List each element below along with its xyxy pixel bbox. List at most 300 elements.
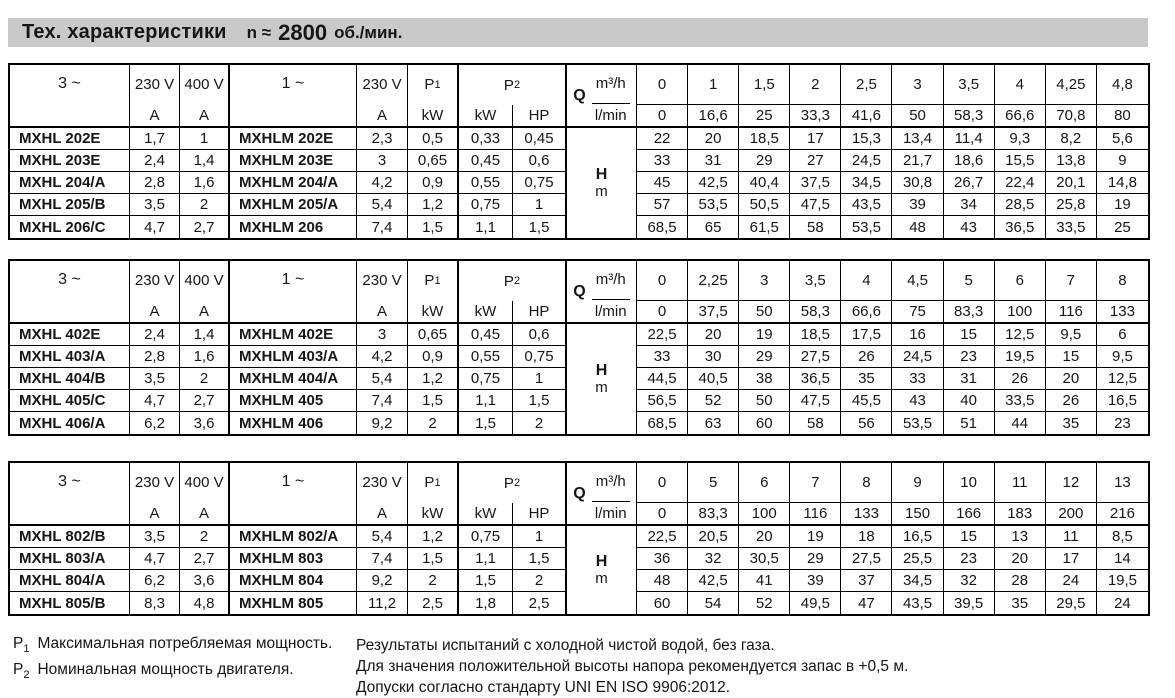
amp-230v-cell (130, 172, 180, 194)
p2-hp-cell (513, 172, 567, 194)
h-value-cell (688, 412, 739, 434)
q-m3h-value-text: 4,8 (1112, 76, 1133, 93)
p2-hp-value: 1 (534, 370, 544, 387)
h-value: 50 (755, 392, 773, 409)
h-value: 26,7 (954, 174, 984, 191)
q-lmin-value (841, 503, 892, 526)
q-lmin-value-text: 116 (803, 505, 828, 522)
model-1ph-name: MXHLM 403/A (239, 348, 339, 365)
q-units (592, 261, 630, 323)
header-230v-1ph (357, 65, 408, 128)
p2-hp-value: 0,75 (524, 348, 554, 365)
h-value: 30,5 (749, 550, 779, 567)
h-value-cell (841, 324, 892, 346)
amp-400v-cell (180, 412, 230, 434)
h-value: 11 (1063, 528, 1079, 545)
q-m3h-value-text: 4 (1015, 76, 1024, 93)
p1-letter: P (424, 474, 435, 491)
amp-230v-value: 2,4 (144, 152, 165, 169)
q-lmin-value-text: 16,6 (698, 107, 728, 124)
model-1ph-cell (230, 592, 357, 614)
h-value: 20,1 (1056, 174, 1086, 191)
h-value-cell (739, 412, 790, 434)
amp-230v-cell (130, 324, 180, 346)
h-value-cell (1046, 548, 1097, 570)
h-value-cell (688, 194, 739, 216)
h-value: 47,5 (800, 196, 830, 213)
q-lmin-value-text: 150 (905, 505, 931, 522)
amp-1ph-cell (357, 150, 408, 172)
amp-400v-cell (180, 128, 230, 150)
amp-1ph-cell (357, 548, 408, 570)
h-value-cell (841, 548, 892, 570)
q-m3h-value (995, 261, 1046, 301)
p2-hp-cell (513, 324, 567, 346)
p1-kw-value: 2 (428, 572, 437, 589)
h-value: 16,5 (902, 528, 933, 545)
q-lmin-value (688, 301, 739, 324)
p2-kw-value: 1,1 (475, 550, 496, 567)
model-3ph-cell (10, 390, 130, 412)
h-value: 28,5 (1005, 196, 1035, 213)
q-m3h-value-text: 8 (862, 474, 871, 491)
amp-1ph-cell (357, 194, 408, 216)
h-value: 19 (1114, 196, 1131, 213)
v230-label: 230 V (134, 272, 175, 289)
h-value-cell (892, 570, 943, 592)
q-m3h-value-text: 10 (960, 474, 977, 491)
model-3ph-cell (10, 412, 130, 434)
footnote-p2-text: Номинальная мощность двигателя. (37, 661, 294, 678)
h-value-cell (637, 368, 688, 390)
amp-1ph-value: 7,4 (371, 218, 393, 236)
h-value: 26 (1062, 392, 1080, 409)
q-m3h-value-text: 13 (1114, 474, 1131, 491)
amp-230v-value: 4,7 (144, 392, 165, 409)
amp-400v-cell (180, 150, 230, 172)
p2-kw-cell (459, 368, 513, 390)
m3h-label: m³/h (595, 473, 626, 490)
q-lmin-value-text: 50 (909, 107, 926, 124)
q-label: Q (573, 282, 586, 300)
p1-kw-value: 1,2 (422, 196, 443, 213)
q-units (592, 463, 630, 525)
header-p2: P 2 (459, 65, 567, 105)
h-value-cell (637, 172, 688, 194)
h-value: 9,5 (1112, 348, 1133, 365)
q-m3h-value (892, 463, 943, 503)
h-value: 61,5 (749, 218, 779, 236)
amp-1ph-value: 9,2 (371, 414, 393, 432)
model-3ph-cell (10, 368, 130, 390)
header-230v-1ph (357, 463, 408, 526)
h-value-cell (1097, 324, 1148, 346)
amp-230v-cell (130, 592, 180, 614)
p1-kw-value: 2 (428, 414, 437, 432)
h-value: 24 (1062, 572, 1080, 589)
amp-1ph-cell (357, 570, 408, 592)
h-value: 32 (960, 572, 977, 589)
footnotes-right (356, 635, 908, 698)
h-value: 54 (704, 594, 722, 612)
three-phase-label: 3 ~ (58, 75, 81, 92)
h-value-cell (688, 570, 739, 592)
header-400v-3ph-unit (199, 300, 209, 322)
h-value: 20 (755, 528, 773, 545)
h-value-cell (944, 194, 995, 216)
v400-label: 400 V (184, 474, 224, 491)
title-speed-value: 2800 (278, 19, 328, 45)
h-value: 34,5 (902, 572, 933, 589)
model-1ph-cell (230, 526, 357, 548)
header-230v-3ph-unit-label: A (149, 504, 160, 522)
header-single-phase (230, 65, 357, 128)
h-value: 56,5 (647, 392, 677, 409)
model-3ph-name: MXHL 204/A (19, 174, 106, 191)
p2-hp-label: HP (528, 303, 550, 320)
p1-kw-value: 1,5 (422, 218, 443, 236)
q-lmin-value-text: 37,5 (698, 303, 728, 320)
model-1ph-name: MXHLM 203E (239, 152, 334, 169)
p1-kw-value: 1,5 (422, 392, 443, 409)
q-m3h-value (1046, 463, 1097, 503)
h-value-cell (841, 526, 892, 548)
q-lmin-value (790, 301, 841, 324)
h-value: 8,2 (1060, 130, 1082, 147)
h-value: 48 (653, 572, 671, 589)
amp-400v-cell (180, 368, 230, 390)
h-value-cell (1046, 150, 1097, 172)
h-value-cell (637, 592, 688, 614)
three-phase-label: 3 ~ (58, 473, 81, 490)
q-lmin-value (1046, 301, 1097, 324)
q-m3h-value (892, 261, 943, 301)
h-value: 37,5 (800, 174, 830, 191)
h-value: 30 (704, 348, 722, 365)
p2-hp-cell (513, 548, 567, 570)
amp-400v-cell (180, 346, 230, 368)
q-m3h-value-text: 4,5 (907, 272, 928, 289)
p2-hp-cell (513, 128, 567, 150)
amp-1ph-value: 7,4 (371, 550, 393, 567)
h-value-cell (995, 324, 1046, 346)
h-value-cell (892, 194, 943, 216)
h-value-cell (688, 172, 739, 194)
h-value-cell (892, 172, 943, 194)
h-value: 36 (653, 550, 671, 567)
h-value-cell (739, 592, 790, 614)
p2-letter: P (503, 76, 514, 94)
q-m3h-value (944, 261, 995, 301)
p1-kw-cell (408, 346, 459, 368)
h-value: 20 (704, 326, 722, 343)
q-lmin-value-text: 66,6 (851, 303, 882, 320)
h-value-cell (790, 172, 841, 194)
table-grid (8, 461, 1150, 616)
q-lmin-value-text: 25 (755, 107, 773, 124)
h-value-cell (841, 570, 892, 592)
h-value: 33,5 (1005, 392, 1035, 409)
q-lmin-value (892, 105, 943, 128)
h-value-cell (790, 368, 841, 390)
h-value-cell (739, 390, 790, 412)
p2-hp-cell (513, 194, 567, 216)
amp-400v-value: 2 (199, 370, 209, 387)
h-value-cell (1097, 390, 1148, 412)
h-value-cell (688, 548, 739, 570)
p2-letter: P (503, 474, 514, 492)
h-value: 35 (1011, 594, 1029, 612)
three-phase-label: 3 ~ (58, 271, 81, 288)
model-1ph-name: MXHLM 206 (239, 218, 324, 236)
q-lmin-value (637, 301, 688, 324)
h-value: 16,5 (1107, 392, 1138, 409)
header-p1 (408, 463, 459, 526)
h-value-cell (841, 150, 892, 172)
q-lmin-value (1046, 105, 1097, 128)
amp-1ph-cell (357, 412, 408, 434)
p2-kw-cell (459, 128, 513, 150)
model-3ph-name: MXHL 406/A (19, 414, 106, 432)
p2-hp-cell (513, 216, 567, 238)
model-1ph-name: MXHLM 402E (239, 326, 334, 343)
q-lmin-value (995, 301, 1046, 324)
p2-kw-label: kW (474, 303, 497, 320)
amp-1ph-cell (357, 592, 408, 614)
p2-kw-cell (459, 390, 513, 412)
amp-1ph-cell (357, 172, 408, 194)
header-230v-1ph (357, 261, 408, 324)
amp-230v-cell (130, 150, 180, 172)
lmin-label: l/min (594, 505, 627, 522)
h-value-cell (841, 172, 892, 194)
amp-230v-value: 6,2 (144, 414, 165, 432)
model-3ph-name: MXHL 404/B (19, 370, 106, 387)
q-lmin-value (892, 503, 943, 526)
p1-kw-cell (408, 412, 459, 434)
h-value-cell (790, 324, 841, 346)
model-3ph-cell (10, 172, 130, 194)
p2-kw-value: 1,5 (475, 414, 496, 432)
header-230v-3ph (130, 463, 180, 526)
h-value: 14,8 (1107, 174, 1138, 191)
q-m3h-unit (592, 261, 630, 300)
amp-1ph-cell (357, 368, 408, 390)
h-value: 26 (858, 348, 875, 365)
amp-400v-cell (180, 324, 230, 346)
h-value-cell (995, 194, 1046, 216)
h-value-cell (637, 548, 688, 570)
h-value-cell (944, 548, 995, 570)
h-value: 18 (858, 528, 875, 545)
q-lmin-value-text: 100 (751, 505, 777, 522)
model-1ph-cell (230, 570, 357, 592)
h-value: 39 (807, 572, 824, 589)
p1-letter: P (424, 272, 435, 289)
h-value-cell (790, 128, 841, 150)
q-lmin-value (944, 301, 995, 324)
q-m3h-value-text: 7 (811, 474, 820, 491)
h-value-cell (995, 216, 1046, 238)
h-value-cell (841, 194, 892, 216)
q-lmin-value (892, 301, 943, 324)
h-value-cell (1046, 324, 1097, 346)
h-value-cell (688, 150, 739, 172)
q-m3h-value (790, 463, 841, 503)
header-230v-1ph-top (362, 65, 401, 104)
p2-hp-value: 2 (534, 414, 544, 432)
model-1ph-name: MXHLM 802/A (239, 528, 339, 545)
h-value: 43 (909, 392, 926, 409)
amp-400v-cell (180, 526, 230, 548)
q-lmin-value (944, 105, 995, 128)
h-value: 44,5 (647, 370, 677, 387)
p2-hp-label: HP (528, 505, 550, 522)
p2-kw-cell (459, 216, 513, 238)
q-m3h-value-text: 4,25 (1056, 76, 1086, 93)
amp-1ph-value: 5,4 (371, 196, 393, 213)
header-p1-top: P 1 (424, 272, 441, 289)
q-lmin-value (637, 105, 688, 128)
header-single-phase (230, 463, 357, 526)
p1-kw-cell (408, 194, 459, 216)
h-value: 36,5 (800, 370, 830, 387)
q-m3h-value (1097, 261, 1148, 301)
p2-hp-cell (513, 412, 567, 434)
amp-400v-cell (180, 172, 230, 194)
amp-1ph-cell (357, 128, 408, 150)
h-value: 25,8 (1056, 196, 1086, 213)
amp-400v-value: 1,4 (193, 326, 215, 343)
q-m3h-value (688, 261, 739, 301)
header-230v-3ph-top (135, 261, 174, 300)
h-value: 36,5 (1005, 218, 1035, 236)
q-m3h-value-text: 7 (1066, 272, 1076, 289)
q-lmin-value (739, 301, 790, 324)
p2-hp-value: 1 (534, 196, 544, 213)
h-value: 22,5 (647, 326, 677, 343)
header-230v-1ph-unit (377, 300, 387, 322)
h-value: 30,8 (902, 174, 933, 191)
h-value: 21,7 (902, 152, 933, 169)
q-m3h-value (790, 261, 841, 301)
header-p1-unit (422, 502, 444, 524)
q-m3h-unit (592, 463, 630, 502)
h-value-cell (739, 548, 790, 570)
h-value-cell (1046, 592, 1097, 614)
model-3ph-name: MXHL 805/B (19, 594, 106, 612)
h-value: 42,5 (698, 572, 728, 589)
header-p1-unit-label: kW (421, 302, 444, 320)
q-m3h-value (688, 65, 739, 105)
model-3ph-name: MXHL 804/A (19, 572, 106, 589)
h-value: 26 (1011, 370, 1029, 387)
h-value-cell (892, 324, 943, 346)
h-value: 27,5 (851, 550, 882, 567)
q-lmin-value-text: 133 (853, 505, 879, 522)
h-label: H (595, 166, 608, 183)
v400-label: 400 V (184, 272, 224, 289)
h-value: 33 (653, 152, 671, 169)
h-value-cell (688, 592, 739, 614)
header-400v-3ph-unit (199, 104, 209, 126)
footnote-p2 (13, 661, 356, 682)
p2-kw-label: kW (474, 107, 497, 124)
lmin-label: l/min (594, 107, 627, 124)
h-column-label (567, 324, 637, 434)
p2-kw-value: 0,75 (470, 528, 501, 545)
h-value-cell (841, 346, 892, 368)
amp-230v-cell (130, 368, 180, 390)
p2-hp-value: 1,5 (528, 218, 550, 236)
amp-230v-value: 3,5 (144, 528, 165, 545)
model-1ph-cell (230, 368, 357, 390)
h-value: 15 (960, 326, 977, 343)
h-value: 19 (807, 528, 824, 545)
m-label: m (595, 570, 608, 587)
p2-hp-label: HP (528, 107, 550, 124)
h-value: 9,3 (1009, 130, 1031, 147)
amp-1ph-value: 3 (377, 152, 387, 169)
h-value-cell (1097, 368, 1148, 390)
h-value-cell (637, 526, 688, 548)
h-column-label (567, 526, 637, 614)
model-1ph-cell (230, 412, 357, 434)
q-m3h-value-text: 6 (760, 474, 769, 491)
h-value: 35 (858, 370, 875, 387)
q-m3h-value (637, 65, 688, 105)
p2-hp-cell (513, 368, 567, 390)
h-value: 16 (909, 326, 926, 343)
p2-hp-cell (513, 390, 567, 412)
h-value: 11,4 (954, 130, 983, 147)
model-1ph-name: MXHLM 803 (239, 550, 324, 567)
q-m3h-value-text: 6 (1015, 272, 1024, 289)
h-value-cell (995, 412, 1046, 434)
h-value: 19 (755, 326, 773, 343)
p2-kw-label: kW (474, 505, 497, 522)
p1-kw-value: 0,9 (422, 348, 443, 365)
h-value: 42,5 (698, 174, 728, 191)
p2-hp-value: 2 (534, 572, 544, 589)
header-q (567, 463, 637, 526)
h-value: 50,5 (749, 196, 779, 213)
q-m3h-value-text: 1,5 (753, 76, 775, 93)
p2-hp-value: 0,6 (528, 152, 550, 169)
h-value-cell (995, 172, 1046, 194)
header-230v-1ph-unit (377, 502, 387, 524)
amp-230v-value: 1,7 (144, 130, 165, 147)
amp-400v-value: 1 (199, 130, 209, 147)
h-value-cell (1097, 548, 1148, 570)
model-3ph-name: MXHL 205/B (19, 196, 106, 213)
q-lmin-value-text: 83,3 (698, 505, 728, 522)
h-value: 25 (1114, 218, 1131, 236)
q-m3h-value (739, 65, 790, 105)
p1-kw-cell (408, 324, 459, 346)
h-value: 12,5 (1107, 370, 1138, 387)
h-value-cell (739, 324, 790, 346)
q-m3h-value (739, 261, 790, 301)
h-value-cell (688, 368, 739, 390)
model-3ph-name: MXHL 402E (19, 326, 101, 343)
header-230v-3ph-top (135, 65, 174, 104)
h-value-cell (841, 128, 892, 150)
amp-230v-value: 4,7 (144, 218, 165, 236)
amp-400v-value: 1,6 (193, 348, 215, 365)
q-m3h-value-text: 3 (760, 272, 769, 289)
h-value: 29 (755, 348, 773, 365)
